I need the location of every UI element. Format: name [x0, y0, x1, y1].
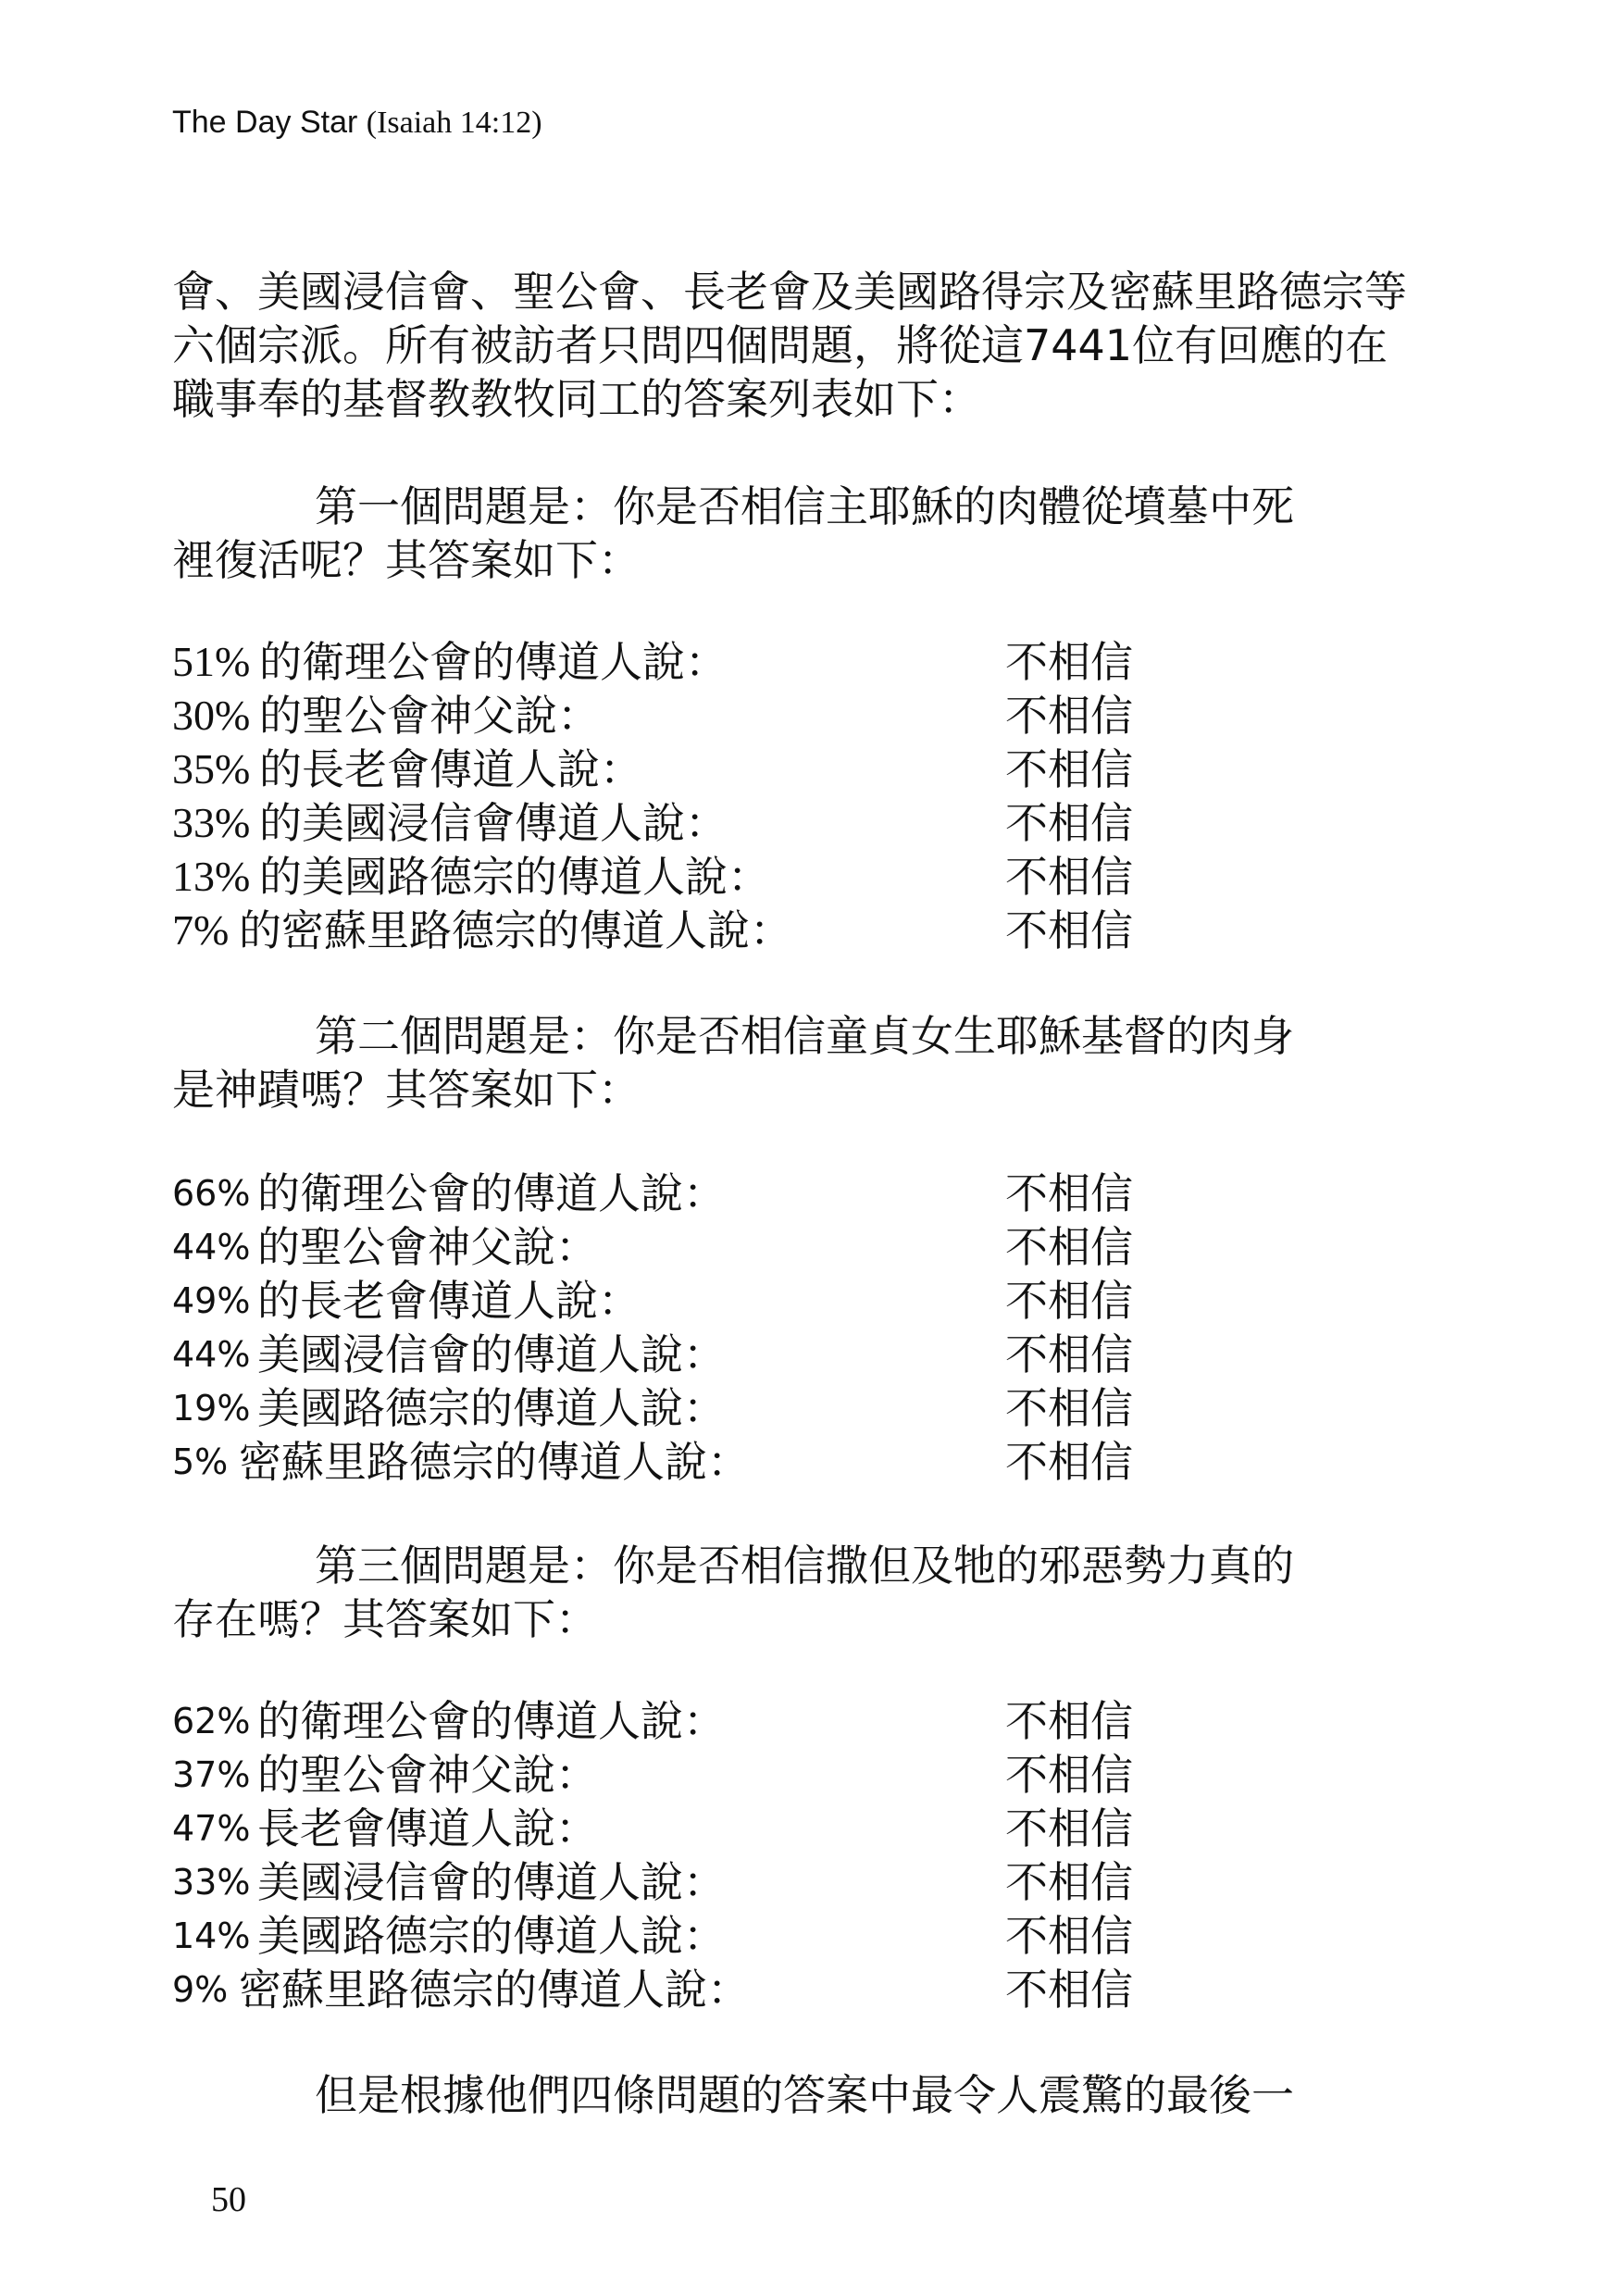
question-1-results: [172, 635, 1190, 957]
result-percentage: 49%: [172, 1280, 251, 1321]
result-percentage: 62%: [172, 1701, 251, 1741]
result-row: [172, 1963, 1190, 2016]
book-title: The Day Star: [172, 105, 358, 140]
result-description: 密蘇里路德宗的傳道人說：: [239, 1437, 750, 1487]
result-percentage: 19%: [172, 1388, 251, 1429]
result-row: [172, 742, 1190, 796]
result-percentage: 30%: [172, 692, 251, 739]
result-answer: 不相信: [1005, 1329, 1133, 1379]
scripture-reference: (Isaiah 14:12): [366, 106, 542, 140]
result-row: [172, 689, 1190, 742]
result-row: [172, 1328, 1190, 1381]
result-row: [172, 1381, 1190, 1435]
result-description: 的聖公會神父說：: [259, 691, 600, 741]
result-answer: 不相信: [1005, 691, 1133, 741]
result-description: 的聖公會神父說：: [257, 1750, 598, 1800]
result-percentage: 37%: [172, 1754, 251, 1795]
result-percentage: 9%: [172, 1969, 229, 2010]
result-answer: 不相信: [1005, 637, 1133, 687]
result-description: 的衛理公會的傳道人說：: [259, 637, 728, 687]
question-1-line: 裡復活呢？其答案如下：: [172, 535, 641, 585]
question-1-paragraph: [172, 480, 1413, 587]
result-row: [172, 1855, 1190, 1909]
result-row: [172, 635, 1190, 689]
result-answer: 不相信: [1005, 1857, 1133, 1907]
result-description: 美國浸信會的傳道人說：: [257, 1329, 726, 1379]
closing-line: 但是根據他們四條問題的答案中最令人震驚的最後一: [315, 2070, 1294, 2120]
result-answer: 不相信: [1005, 1803, 1133, 1853]
result-row: [172, 1435, 1190, 1489]
result-percentage: 66%: [172, 1173, 251, 1214]
result-description: 的衛理公會的傳道人說：: [257, 1168, 726, 1218]
question-2-paragraph: [172, 1009, 1413, 1117]
result-answer: 不相信: [1005, 798, 1133, 848]
question-2-results: [172, 1167, 1190, 1489]
result-description: 的密蘇里路德宗的傳道人說：: [239, 905, 792, 955]
result-percentage: 44%: [172, 1334, 251, 1375]
result-description: 的長老會傳道人說：: [257, 1276, 641, 1326]
intro-paragraph: [172, 265, 1413, 426]
running-header: [172, 100, 542, 145]
page-number: 50: [211, 2180, 246, 2219]
result-percentage: 14%: [172, 1915, 251, 1956]
question-1-line: 第一個問題是：你是否相信主耶穌的肉體從墳墓中死: [315, 481, 1294, 531]
result-answer: 不相信: [1005, 1437, 1133, 1487]
result-percentage: 5%: [172, 1441, 229, 1482]
result-row: [172, 1748, 1190, 1802]
result-description: 的美國浸信會傳道人說：: [259, 798, 728, 848]
result-answer: 不相信: [1005, 852, 1133, 902]
result-percentage: 33%: [172, 1862, 251, 1903]
result-answer: 不相信: [1005, 1911, 1133, 1961]
question-3-line: 第三個問題是：你是否相信撒但及牠的邪惡勢力真的: [315, 1541, 1294, 1591]
result-row: [172, 796, 1190, 850]
intro-line: 六個宗派。所有被訪者只問四個問題，將從這7441位有回應的在: [172, 320, 1388, 370]
result-percentage: 7%: [172, 906, 230, 954]
result-row: [172, 1220, 1190, 1274]
result-percentage: 13%: [172, 853, 251, 900]
result-answer: 不相信: [1005, 1168, 1133, 1218]
result-answer: 不相信: [1005, 1276, 1133, 1326]
result-answer: 不相信: [1005, 1696, 1133, 1746]
result-description: 的長老會傳道人說：: [259, 744, 642, 794]
question-3-results: [172, 1694, 1190, 2016]
intro-line: 職事奉的基督教教牧同工的答案列表如下：: [172, 374, 981, 424]
result-answer: 不相信: [1005, 744, 1133, 794]
result-description: 美國路德宗的傳道人說：: [257, 1383, 726, 1433]
result-row: [172, 1694, 1190, 1748]
result-row: [172, 1167, 1190, 1220]
result-row: [172, 904, 1190, 957]
question-2-line: 是神蹟嗎？其答案如下：: [172, 1065, 641, 1115]
result-description: 密蘇里路德宗的傳道人說：: [239, 1965, 750, 2015]
result-description: 的衛理公會的傳道人說：: [257, 1696, 726, 1746]
result-description: 的聖公會神父說：: [257, 1222, 598, 1272]
result-row: [172, 1274, 1190, 1328]
closing-paragraph: [172, 2068, 1413, 2122]
intro-line: 會、美國浸信會、聖公會、長老會及美國路得宗及密蘇里路德宗等: [172, 267, 1407, 317]
result-answer: 不相信: [1005, 1383, 1133, 1433]
result-percentage: 35%: [172, 745, 251, 792]
result-description: 美國浸信會的傳道人說：: [257, 1857, 726, 1907]
result-percentage: 44%: [172, 1227, 251, 1267]
result-answer: 不相信: [1005, 1965, 1133, 2015]
result-row: [172, 1909, 1190, 1963]
result-description: 的美國路德宗的傳道人說：: [259, 852, 770, 902]
result-answer: 不相信: [1005, 1750, 1133, 1800]
question-3-paragraph: [172, 1539, 1413, 1646]
result-row: [172, 1802, 1190, 1855]
result-answer: 不相信: [1005, 905, 1133, 955]
result-percentage: 33%: [172, 799, 251, 846]
result-percentage: 47%: [172, 1808, 251, 1849]
result-description: 長老會傳道人說：: [257, 1803, 598, 1853]
question-3-line: 存在嗎？其答案如下：: [172, 1594, 598, 1644]
result-percentage: 51%: [172, 638, 251, 685]
result-answer: 不相信: [1005, 1222, 1133, 1272]
result-description: 美國路德宗的傳道人說：: [257, 1911, 726, 1961]
question-2-line: 第二個問題是：你是否相信童貞女生耶穌基督的肉身: [315, 1011, 1294, 1061]
result-row: [172, 850, 1190, 904]
